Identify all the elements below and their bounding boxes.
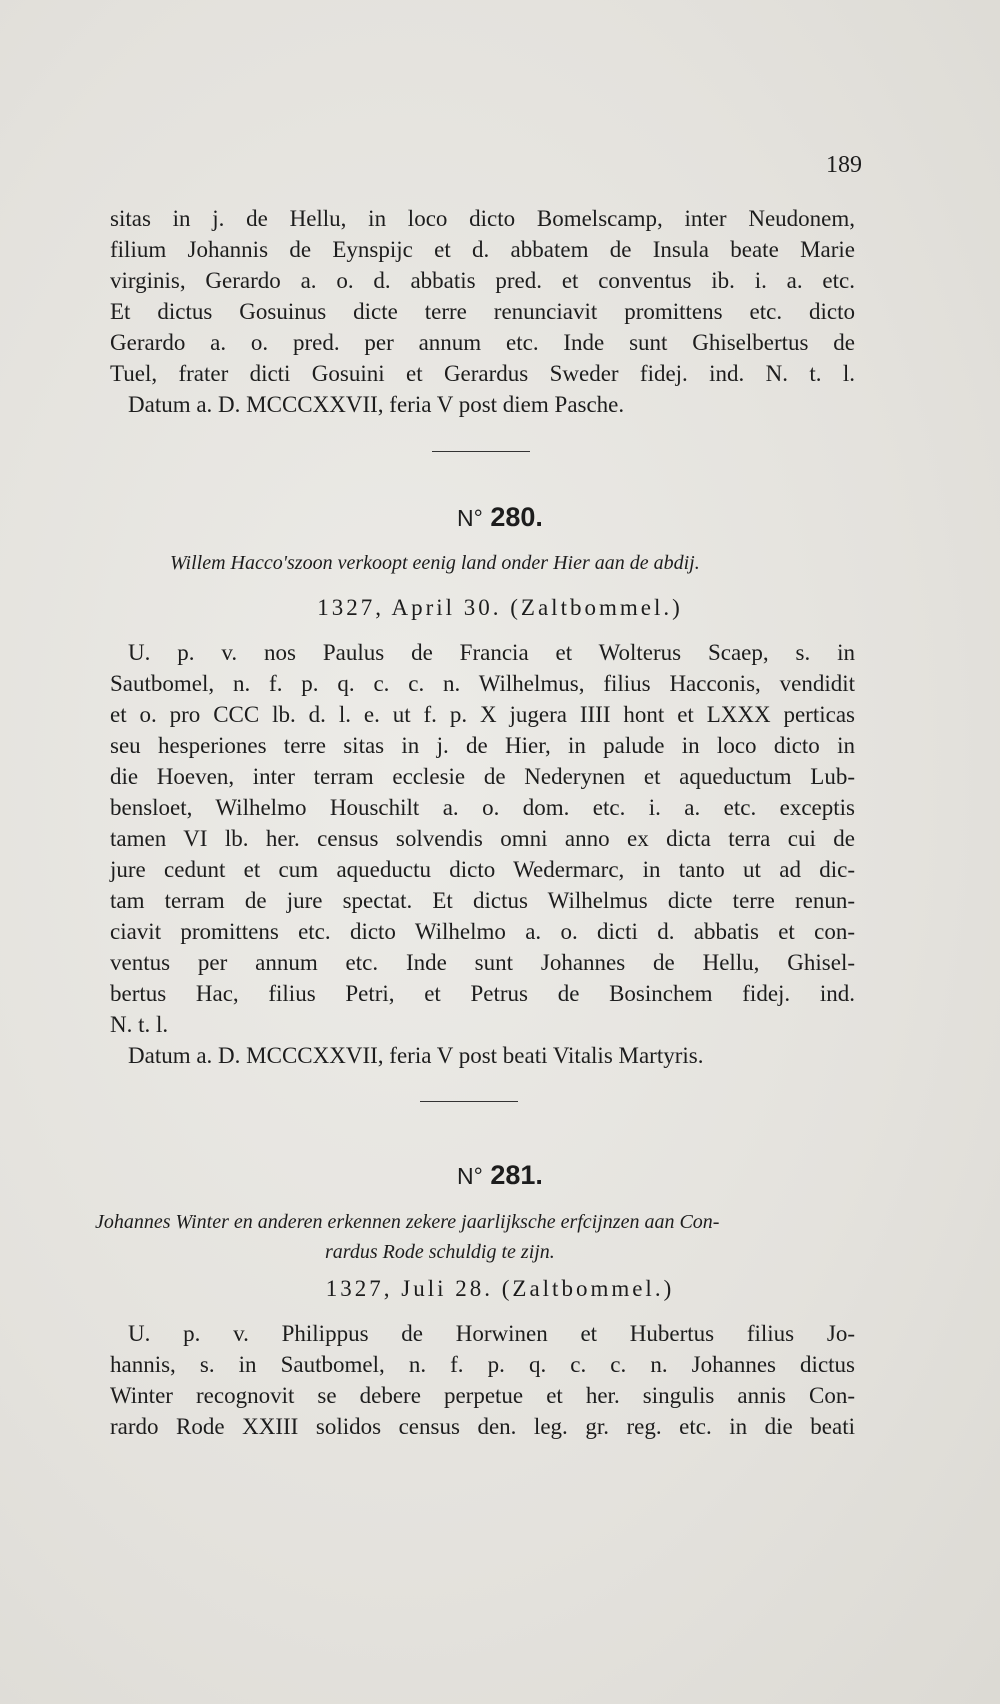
text-line: Et dictus Gosuinus dicte terre renunciavit promittens etc. dicto — [110, 299, 855, 324]
text-line: Gerardo a. o. pred. per annum etc. Inde sunt Ghiselbertus de — [110, 330, 855, 355]
number-prefix: N° — [457, 1163, 483, 1189]
text-line: Sautbomel, n. f. p. q. c. c. n. Wilhelmus, filius Hacconis, vendidit — [110, 671, 855, 696]
section-divider — [432, 451, 530, 452]
summary-line: rardus Rode schuldig te zijn. — [325, 1241, 555, 1263]
text-line: rardo Rode XXIII solidos census den. leg. gr. reg. etc. in die beati — [110, 1414, 855, 1439]
text-line: et o. pro CCC lb. d. l. e. ut f. p. X jugera IIII hont et LXXX perticas — [110, 702, 855, 727]
document-body-280 — [110, 637, 855, 1071]
page-number: 189 — [826, 152, 862, 178]
text-line: ventus per annum etc. Inde sunt Johannes de Hellu, Ghisel- — [110, 950, 855, 975]
document-number-280 — [0, 502, 1000, 533]
text-line: virginis, Gerardo a. o. d. abbatis pred. et conventus ib. i. a. etc. — [110, 268, 855, 293]
document-body-281 — [110, 1318, 855, 1442]
number-prefix: N° — [457, 505, 483, 531]
text-line: bensloet, Wilhelmo Houschilt a. o. dom. etc. i. a. etc. exceptis — [110, 795, 855, 820]
text-line: die Hoeven, inter terram ecclesie de Nederynen et aqueductum Lub- — [110, 764, 855, 789]
document-summary-281 — [95, 1207, 719, 1267]
text-line: filium Johannis de Eynspijc et d. abbatem de Insula beate Marie — [110, 237, 855, 262]
document-summary-280: Willem Hacco'szoon verkoopt eenig land onder Hier aan de abdij. — [170, 552, 700, 574]
document-date-281: 1327, Juli 28. (Zaltbommel.) — [325, 1276, 675, 1301]
text-line: N. t. l. — [110, 1012, 169, 1037]
text-line: tamen VI lb. her. census solvendis omni anno ex dicta terra cui de — [110, 826, 855, 851]
number-value: 281. — [490, 1160, 543, 1190]
text-line: seu hesperiones terre sitas in j. de Hier, in palude in loco dicto in — [110, 733, 855, 758]
document-number-281 — [0, 1160, 1000, 1191]
text-line: U. p. v. nos Paulus de Francia et Wolterus Scaep, s. in — [128, 640, 855, 665]
summary-line: Johannes Winter en anderen erkennen zekere jaarlijksche erfcijnzen aan Con- — [95, 1211, 720, 1233]
text-line: bertus Hac, filius Petri, et Petrus de Bosinchem fidej. ind. — [110, 981, 855, 1006]
text-line: Winter recognovit se debere perpetue et her. singulis annis Con- — [110, 1383, 855, 1408]
text-line: ciavit promittens etc. dicto Wilhelmo a. o. dicti d. abbatis et con- — [110, 919, 855, 944]
text-line: U. p. v. Philippus de Horwinen et Hubertus filius Jo- — [128, 1321, 855, 1346]
text-line: tam terram de jure spectat. Et dictus Wilhelmus dicte terre renun- — [110, 888, 855, 913]
continuation-text — [110, 203, 855, 420]
number-value: 280. — [490, 502, 543, 532]
text-line: jure cedunt et cum aqueductu dicto Wedermarc, in tanto ut ad dic- — [110, 857, 855, 882]
datum-line: Datum a. D. MCCCXXVII, feria V post beati Vitalis Martyris. — [128, 1043, 704, 1068]
text-line: hannis, s. in Sautbomel, n. f. p. q. c. c. n. Johannes dictus — [110, 1352, 855, 1377]
text-line: Tuel, frater dicti Gosuini et Gerardus Sweder fidej. ind. N. t. l. — [110, 361, 855, 386]
section-divider — [420, 1101, 518, 1102]
text-line: sitas in j. de Hellu, in loco dicto Bomelscamp, inter Neudonem, — [110, 206, 855, 231]
document-date-280: 1327, April 30. (Zaltbommel.) — [317, 595, 683, 620]
datum-line: Datum a. D. MCCCXXVII, feria V post diem Pasche. — [128, 392, 625, 417]
